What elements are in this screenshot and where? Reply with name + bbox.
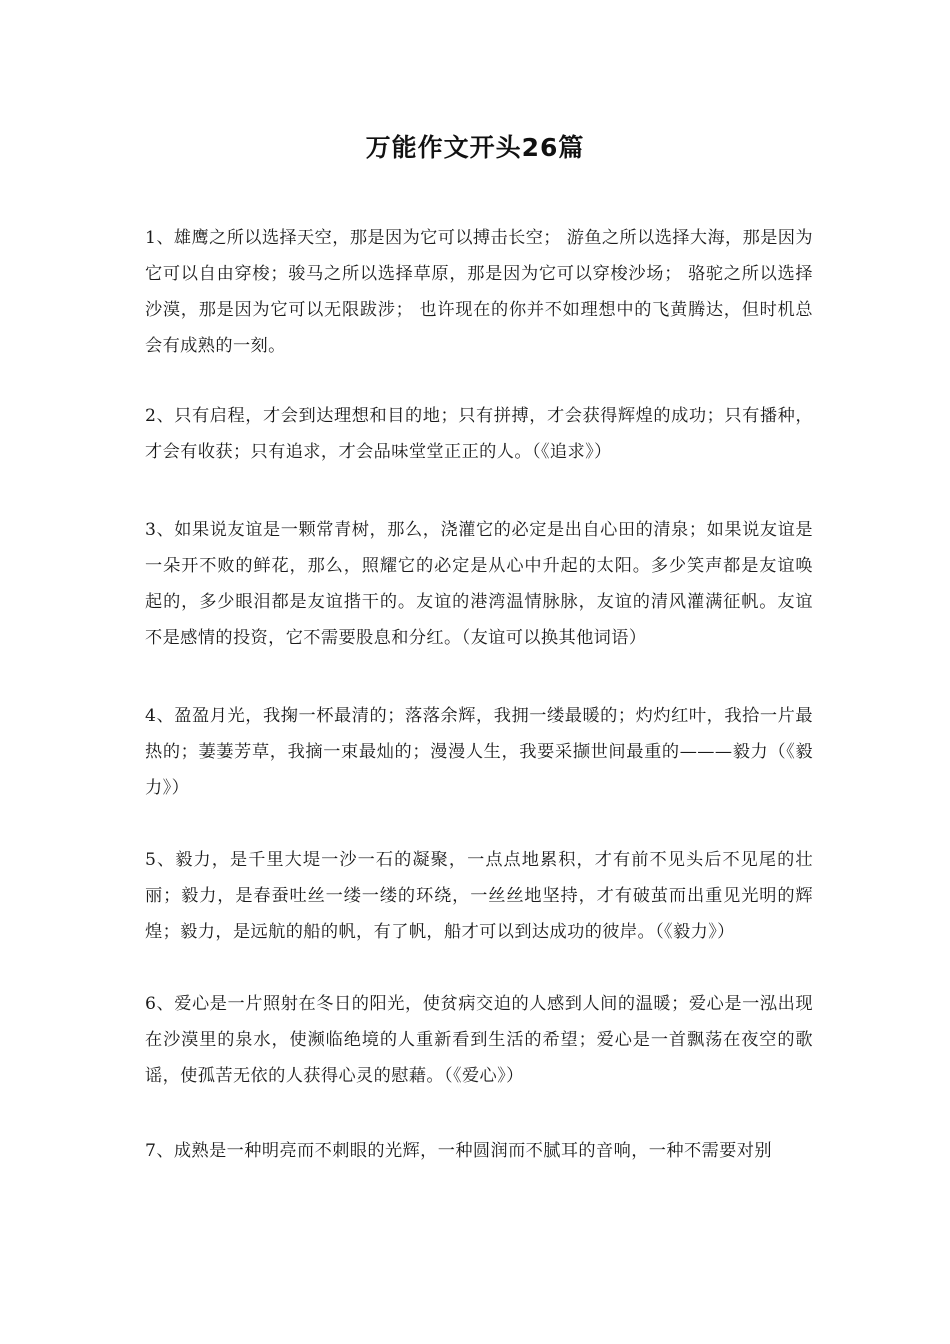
paragraph-7: 7、成熟是一种明亮而不刺眼的光辉，一种圆润而不腻耳的音响，一种不需要对别 (145, 1141, 772, 1161)
paragraph-6: 6、爱心是一片照射在冬日的阳光，使贫病交迫的人感到人间的温暖；爱心是一泓出现在沙漠里的泉水，使濒临绝境的人重新看到生活的希望；爱心是一首飘荡在夜空的歌谣，使孤苦无依的人获得心灵的慰藉。（《爱心》） (145, 994, 813, 1086)
paragraph-5: 5、毅力，是千里大堤一沙一石的凝聚，一点点地累积，才有前不见头后不见尾的壮丽；毅力，是春蚕吐丝一缕一缕的环绕，一丝丝地坚持，才有破茧而出重见光明的辉煌；毅力，是远航的船的帆，有了帆，船才可以到达成功的彼岸。（《毅力》） (145, 850, 813, 942)
paragraph-1: 1、雄鹰之所以选择天空，那是因为它可以搏击长空； 游鱼之所以选择大海，那是因为它可以自由穿梭；骏马之所以选择草原，那是因为它可以穿梭沙场； 骆驼之所以选择沙漠，那是因为它可以无限跋涉； 也许现在的你并不如理想中的飞黄腾达，但时机总会有成熟的一刻。 (145, 228, 813, 356)
document-title: 万能作文开头26篇 (365, 133, 585, 162)
paragraph-3: 3、如果说友谊是一颗常青树，那么，浇灌它的必定是出自心田的清泉；如果说友谊是一朵开不败的鲜花，那么，照耀它的必定是从心中升起的太阳。多少笑声都是友谊唤起的，多少眼泪都是友谊揩干的。友谊的港湾温情脉脉，友谊的清风灌满征帆。友谊不是感情的投资，它不需要股息和分红。（友谊可以换其他词语） (145, 520, 813, 648)
paragraph-2: 2、只有启程，才会到达理想和目的地；只有拼搏，才会获得辉煌的成功；只有播种，才会有收获；只有追求，才会品味堂堂正正的人。（《追求》） (145, 406, 813, 462)
paragraph-4: 4、盈盈月光，我掬一杯最清的；落落余辉，我拥一缕最暖的；灼灼红叶，我拾一片最热的；萋萋芳草，我摘一束最灿的；漫漫人生，我要采撷世间最重的———毅力（《毅力》） (145, 706, 813, 798)
